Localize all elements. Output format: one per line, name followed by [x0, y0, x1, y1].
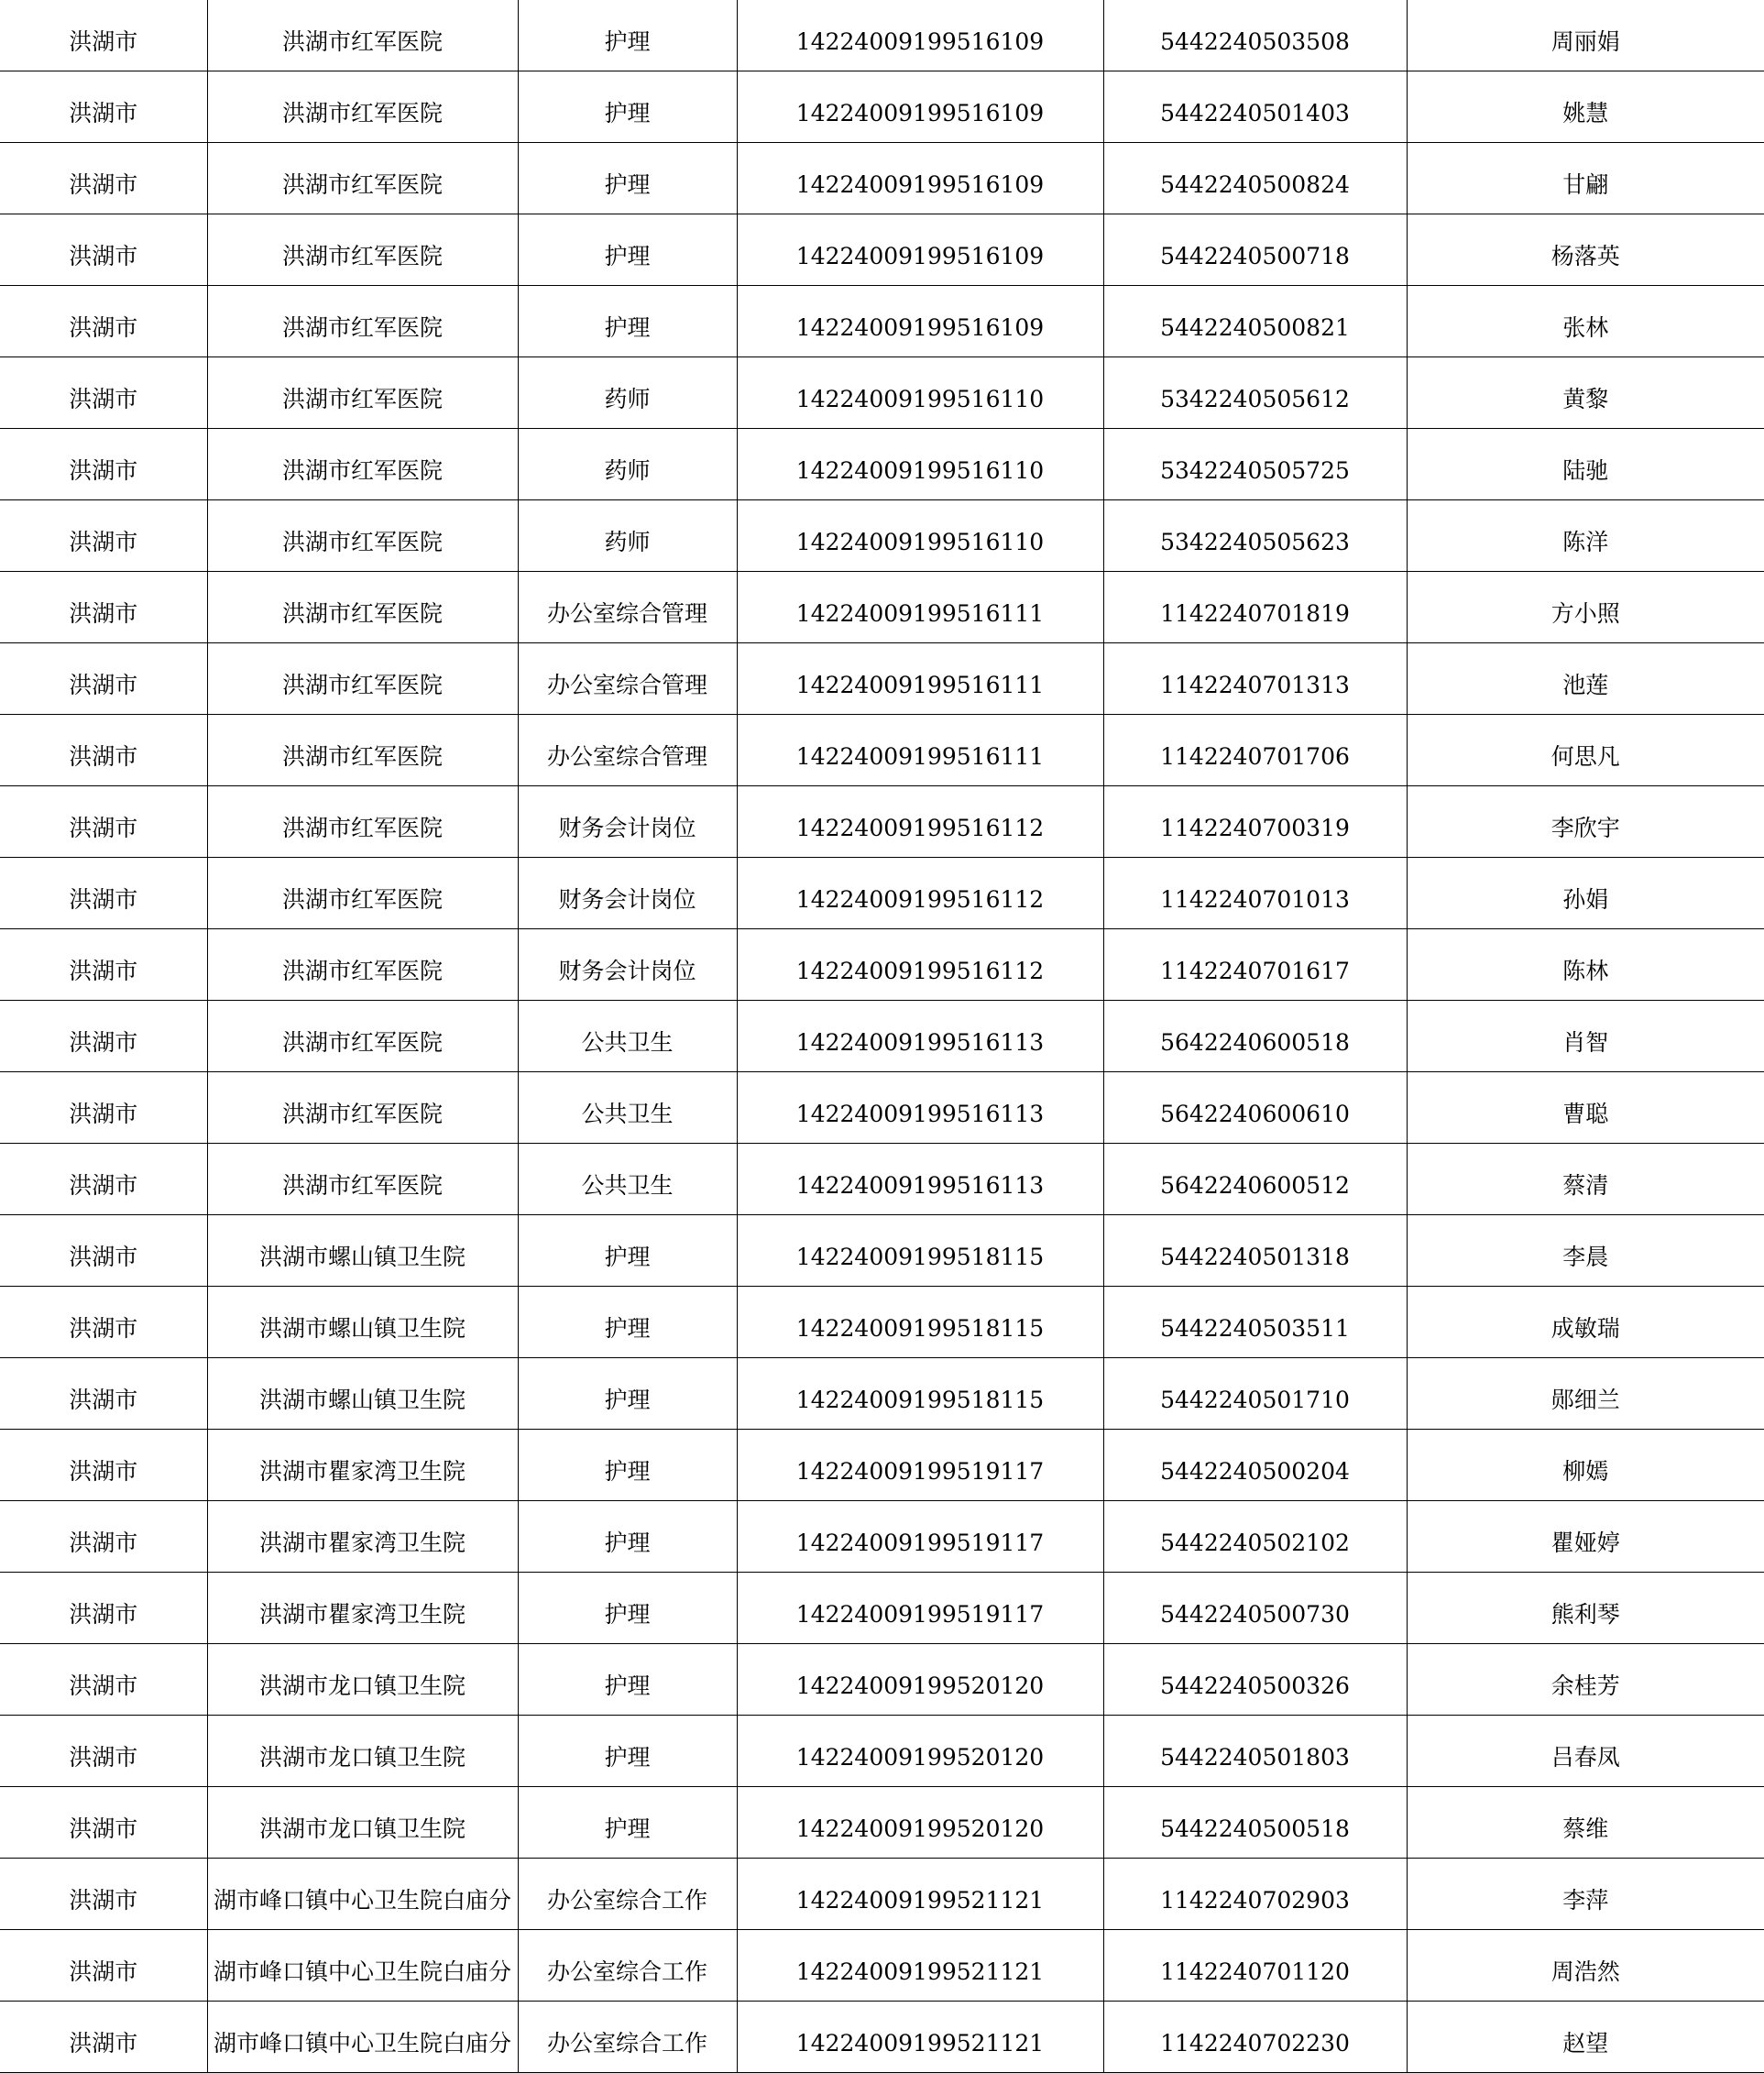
position-cell: 办公室综合工作 [518, 1859, 737, 1930]
position-cell: 护理 [518, 1287, 737, 1358]
position-cell: 护理 [518, 286, 737, 357]
table-row [0, 786, 1764, 858]
exam-number-cell: 5442240500821 [1103, 286, 1407, 357]
institution-cell: 洪湖市螺山镇卫生院 [207, 1215, 518, 1287]
position-code-cell: 14224009199516110 [737, 357, 1103, 429]
position-cell: 药师 [518, 500, 737, 572]
position-cell: 财务会计岗位 [518, 929, 737, 1001]
position-code-cell: 14224009199521121 [737, 2002, 1103, 2073]
name-cell: 成敏瑞 [1407, 1287, 1764, 1358]
city-cell: 洪湖市 [0, 0, 207, 71]
table-row [0, 1144, 1764, 1215]
city-cell: 洪湖市 [0, 2002, 207, 2073]
city-cell: 洪湖市 [0, 1144, 207, 1215]
table-row [0, 1501, 1764, 1573]
table-row [0, 1644, 1764, 1716]
exam-number-cell: 1142240701313 [1103, 643, 1407, 715]
name-cell: 何思凡 [1407, 715, 1764, 786]
exam-number-cell: 5342240505612 [1103, 357, 1407, 429]
name-cell: 方小照 [1407, 572, 1764, 643]
institution-cell: 洪湖市龙口镇卫生院 [207, 1716, 518, 1787]
exam-number-cell: 5442240502102 [1103, 1501, 1407, 1573]
table-row [0, 1930, 1764, 2002]
position-code-cell: 14224009199521121 [737, 1930, 1103, 2002]
position-cell: 护理 [518, 1215, 737, 1287]
name-cell: 周丽娟 [1407, 0, 1764, 71]
city-cell: 洪湖市 [0, 1716, 207, 1787]
exam-number-cell: 5442240501403 [1103, 71, 1407, 143]
institution-cell: 洪湖市红军医院 [207, 500, 518, 572]
position-code-cell: 14224009199519117 [737, 1430, 1103, 1501]
position-cell: 护理 [518, 1358, 737, 1430]
position-cell: 财务会计岗位 [518, 858, 737, 929]
position-code-cell: 14224009199520120 [737, 1644, 1103, 1716]
position-code-cell: 14224009199516110 [737, 429, 1103, 500]
institution-cell [207, 1930, 518, 2002]
name-cell: 蔡维 [1407, 1787, 1764, 1859]
institution-text: 湖市峰口镇中心卫生院白庙分 [213, 1887, 511, 1914]
name-cell: 姚慧 [1407, 71, 1764, 143]
institution-cell: 洪湖市红军医院 [207, 357, 518, 429]
institution-cell: 洪湖市红军医院 [207, 715, 518, 786]
position-cell: 药师 [518, 429, 737, 500]
position-cell: 护理 [518, 214, 737, 286]
city-cell: 洪湖市 [0, 929, 207, 1001]
name-cell: 肖智 [1407, 1001, 1764, 1072]
position-cell: 财务会计岗位 [518, 786, 737, 858]
position-code-cell: 14224009199520120 [737, 1716, 1103, 1787]
name-cell: 郧细兰 [1407, 1358, 1764, 1430]
name-cell: 黄黎 [1407, 357, 1764, 429]
position-cell: 护理 [518, 1644, 737, 1716]
position-code-cell: 14224009199519117 [737, 1573, 1103, 1644]
name-cell: 吕春凤 [1407, 1716, 1764, 1787]
table-row [0, 1072, 1764, 1144]
position-code-cell: 14224009199516111 [737, 643, 1103, 715]
name-cell: 李欣宇 [1407, 786, 1764, 858]
city-cell: 洪湖市 [0, 1001, 207, 1072]
name-cell: 蔡清 [1407, 1144, 1764, 1215]
institution-cell [207, 1859, 518, 1930]
table-row [0, 1859, 1764, 1930]
position-code-cell: 14224009199521121 [737, 1859, 1103, 1930]
table-row [0, 1787, 1764, 1859]
city-cell: 洪湖市 [0, 143, 207, 214]
position-cell: 公共卫生 [518, 1144, 737, 1215]
institution-cell: 洪湖市螺山镇卫生院 [207, 1358, 518, 1430]
position-code-cell: 14224009199516112 [737, 786, 1103, 858]
exam-number-cell: 5442240500518 [1103, 1787, 1407, 1859]
table-row [0, 429, 1764, 500]
name-cell: 李萍 [1407, 1859, 1764, 1930]
exam-number-cell: 1142240701120 [1103, 1930, 1407, 2002]
institution-cell: 洪湖市龙口镇卫生院 [207, 1787, 518, 1859]
position-code-cell: 14224009199516110 [737, 500, 1103, 572]
position-cell: 护理 [518, 1430, 737, 1501]
institution-cell: 洪湖市红军医院 [207, 858, 518, 929]
table-row [0, 643, 1764, 715]
position-code-cell: 14224009199516112 [737, 858, 1103, 929]
institution-cell: 洪湖市红军医院 [207, 1144, 518, 1215]
exam-number-cell: 5442240501710 [1103, 1358, 1407, 1430]
institution-text: 湖市峰口镇中心卫生院白庙分 [213, 1958, 511, 1985]
institution-cell: 洪湖市瞿家湾卫生院 [207, 1573, 518, 1644]
position-code-cell: 14224009199516113 [737, 1001, 1103, 1072]
institution-cell: 洪湖市红军医院 [207, 143, 518, 214]
position-cell: 药师 [518, 357, 737, 429]
name-cell: 余桂芳 [1407, 1644, 1764, 1716]
name-cell: 柳嫣 [1407, 1430, 1764, 1501]
exam-number-cell: 5442240500718 [1103, 214, 1407, 286]
city-cell: 洪湖市 [0, 286, 207, 357]
city-cell: 洪湖市 [0, 1072, 207, 1144]
position-code-cell: 14224009199516113 [737, 1072, 1103, 1144]
institution-cell: 洪湖市红军医院 [207, 1001, 518, 1072]
city-cell: 洪湖市 [0, 643, 207, 715]
table-row [0, 572, 1764, 643]
institution-cell: 洪湖市红军医院 [207, 572, 518, 643]
city-cell: 洪湖市 [0, 572, 207, 643]
table-row [0, 2002, 1764, 2073]
position-cell: 护理 [518, 0, 737, 71]
city-cell: 洪湖市 [0, 1430, 207, 1501]
position-cell: 办公室综合管理 [518, 572, 737, 643]
institution-cell: 洪湖市红军医院 [207, 0, 518, 71]
institution-cell: 洪湖市红军医院 [207, 214, 518, 286]
position-code-cell: 14224009199516109 [737, 0, 1103, 71]
name-cell: 赵望 [1407, 2002, 1764, 2073]
exam-number-cell: 1142240702230 [1103, 2002, 1407, 2073]
position-cell: 办公室综合管理 [518, 643, 737, 715]
table-row [0, 286, 1764, 357]
city-cell: 洪湖市 [0, 500, 207, 572]
name-cell: 陈林 [1407, 929, 1764, 1001]
name-cell: 孙娟 [1407, 858, 1764, 929]
position-cell: 护理 [518, 1716, 737, 1787]
name-cell: 张林 [1407, 286, 1764, 357]
exam-number-cell: 5642240600610 [1103, 1072, 1407, 1144]
exam-number-cell: 5442240500824 [1103, 143, 1407, 214]
city-cell: 洪湖市 [0, 1573, 207, 1644]
institution-cell: 洪湖市瞿家湾卫生院 [207, 1430, 518, 1501]
table-row [0, 71, 1764, 143]
exam-number-cell: 5342240505725 [1103, 429, 1407, 500]
exam-number-cell: 1142240701013 [1103, 858, 1407, 929]
name-cell: 周浩然 [1407, 1930, 1764, 2002]
exam-number-cell: 5442240503511 [1103, 1287, 1407, 1358]
exam-number-cell: 5342240505623 [1103, 500, 1407, 572]
institution-cell: 洪湖市龙口镇卫生院 [207, 1644, 518, 1716]
position-cell: 护理 [518, 143, 737, 214]
name-cell: 陆驰 [1407, 429, 1764, 500]
position-code-cell: 14224009199516113 [737, 1144, 1103, 1215]
table-row [0, 1358, 1764, 1430]
exam-number-cell: 5642240600512 [1103, 1144, 1407, 1215]
city-cell: 洪湖市 [0, 1501, 207, 1573]
name-cell: 杨落英 [1407, 214, 1764, 286]
institution-cell: 洪湖市红军医院 [207, 429, 518, 500]
position-code-cell: 14224009199516109 [737, 214, 1103, 286]
table-row [0, 1430, 1764, 1501]
position-code-cell: 14224009199520120 [737, 1787, 1103, 1859]
city-cell: 洪湖市 [0, 1358, 207, 1430]
exam-number-cell: 1142240701617 [1103, 929, 1407, 1001]
table-row [0, 500, 1764, 572]
exam-number-cell: 5442240500730 [1103, 1573, 1407, 1644]
position-code-cell: 14224009199516111 [737, 715, 1103, 786]
table-row [0, 1716, 1764, 1787]
position-code-cell: 14224009199519117 [737, 1501, 1103, 1573]
position-cell: 公共卫生 [518, 1072, 737, 1144]
position-cell: 护理 [518, 1787, 737, 1859]
exam-number-cell: 5442240501803 [1103, 1716, 1407, 1787]
position-code-cell: 14224009199518115 [737, 1215, 1103, 1287]
position-cell: 护理 [518, 71, 737, 143]
exam-number-cell: 1142240701819 [1103, 572, 1407, 643]
table-row [0, 0, 1764, 71]
institution-cell: 洪湖市红军医院 [207, 286, 518, 357]
institution-cell: 洪湖市红军医院 [207, 929, 518, 1001]
table-row [0, 214, 1764, 286]
exam-number-cell: 5442240500326 [1103, 1644, 1407, 1716]
table-row [0, 1573, 1764, 1644]
position-code-cell: 14224009199516109 [737, 286, 1103, 357]
city-cell: 洪湖市 [0, 858, 207, 929]
position-cell: 护理 [518, 1573, 737, 1644]
table-row [0, 357, 1764, 429]
institution-cell: 洪湖市红军医院 [207, 1072, 518, 1144]
city-cell: 洪湖市 [0, 715, 207, 786]
city-cell: 洪湖市 [0, 71, 207, 143]
city-cell: 洪湖市 [0, 1930, 207, 2002]
city-cell: 洪湖市 [0, 214, 207, 286]
exam-number-cell: 1142240701706 [1103, 715, 1407, 786]
institution-cell: 洪湖市螺山镇卫生院 [207, 1287, 518, 1358]
position-cell: 办公室综合工作 [518, 1930, 737, 2002]
city-cell: 洪湖市 [0, 1644, 207, 1716]
name-cell: 熊利琴 [1407, 1573, 1764, 1644]
city-cell: 洪湖市 [0, 1787, 207, 1859]
name-cell: 甘翩 [1407, 143, 1764, 214]
name-cell: 陈洋 [1407, 500, 1764, 572]
city-cell: 洪湖市 [0, 1287, 207, 1358]
city-cell: 洪湖市 [0, 786, 207, 858]
institution-cell: 洪湖市红军医院 [207, 643, 518, 715]
exam-number-cell: 5442240503508 [1103, 0, 1407, 71]
exam-number-cell: 5442240501318 [1103, 1215, 1407, 1287]
table-row [0, 1215, 1764, 1287]
position-code-cell: 14224009199518115 [737, 1287, 1103, 1358]
name-cell: 瞿娅婷 [1407, 1501, 1764, 1573]
position-code-cell: 14224009199516112 [737, 929, 1103, 1001]
table-row [0, 715, 1764, 786]
institution-cell: 洪湖市红军医院 [207, 786, 518, 858]
name-cell: 池莲 [1407, 643, 1764, 715]
exam-number-cell: 5642240600518 [1103, 1001, 1407, 1072]
institution-text: 湖市峰口镇中心卫生院白庙分 [213, 2030, 511, 2057]
city-cell: 洪湖市 [0, 357, 207, 429]
table-row [0, 1001, 1764, 1072]
exam-number-cell: 1142240702903 [1103, 1859, 1407, 1930]
city-cell: 洪湖市 [0, 1215, 207, 1287]
position-cell: 公共卫生 [518, 1001, 737, 1072]
institution-cell: 洪湖市瞿家湾卫生院 [207, 1501, 518, 1573]
table-row [0, 143, 1764, 214]
position-cell: 办公室综合工作 [518, 2002, 737, 2073]
institution-cell: 洪湖市红军医院 [207, 71, 518, 143]
position-code-cell: 14224009199516109 [737, 143, 1103, 214]
exam-number-cell: 1142240700319 [1103, 786, 1407, 858]
name-cell: 李晨 [1407, 1215, 1764, 1287]
institution-cell [207, 2002, 518, 2073]
table-row [0, 929, 1764, 1001]
city-cell: 洪湖市 [0, 429, 207, 500]
position-code-cell: 14224009199516111 [737, 572, 1103, 643]
name-cell: 曹聪 [1407, 1072, 1764, 1144]
position-code-cell: 14224009199516109 [737, 71, 1103, 143]
position-cell: 办公室综合管理 [518, 715, 737, 786]
table-row [0, 1287, 1764, 1358]
city-cell: 洪湖市 [0, 1859, 207, 1930]
position-code-cell: 14224009199518115 [737, 1358, 1103, 1430]
position-cell: 护理 [518, 1501, 737, 1573]
exam-number-cell: 5442240500204 [1103, 1430, 1407, 1501]
table-row [0, 858, 1764, 929]
